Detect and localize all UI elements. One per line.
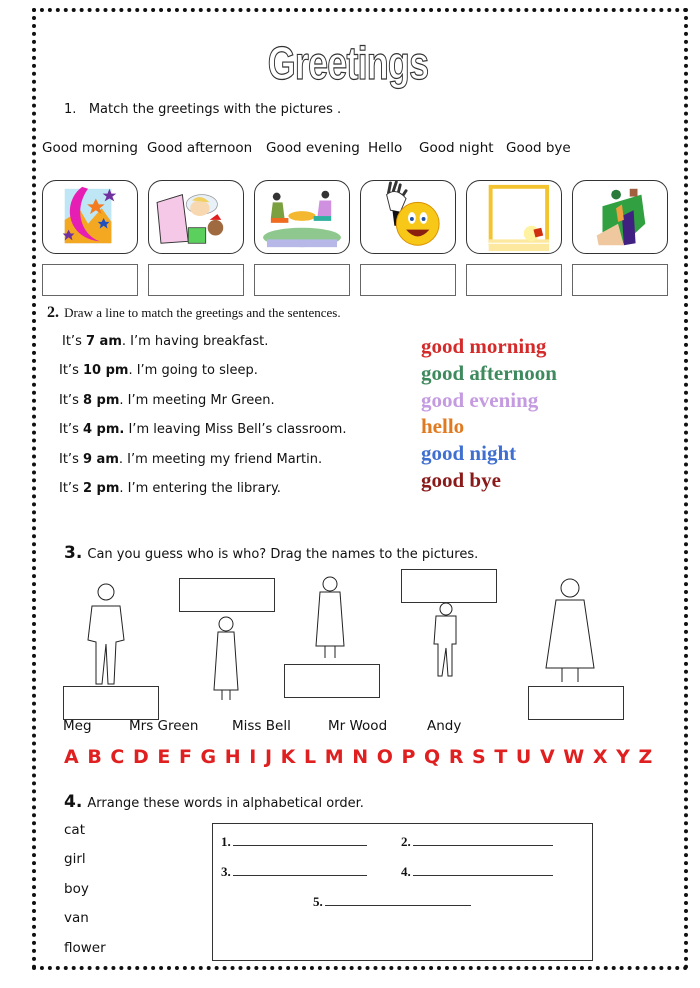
section1-number: 1.	[64, 102, 77, 117]
greeting-hello[interactable]: hello	[421, 414, 465, 438]
man-figure	[82, 580, 132, 690]
sentence-3[interactable]: It’s 8 pm. I’m meeting Mr Green.	[59, 393, 275, 408]
answer-line-5[interactable]	[325, 894, 471, 906]
sentence-6[interactable]: It’s 2 pm. I’m entering the library.	[59, 481, 281, 496]
picture-card-3	[254, 180, 350, 254]
greeting-good-evening[interactable]: good evening	[421, 388, 539, 412]
picture-card-6	[572, 180, 668, 254]
greeting-good-night[interactable]: good night	[421, 441, 517, 465]
name-mr-wood[interactable]: Mr Wood	[328, 718, 388, 734]
sentence-5[interactable]: It’s 9 am. I’m meeting my friend Martin.	[59, 452, 323, 467]
section3-instruction	[64, 543, 478, 563]
women-at-table-icon	[255, 181, 349, 253]
alphabetical-order-box	[212, 823, 593, 961]
order-slot-3[interactable]: 3.	[221, 864, 367, 880]
word-boy: boy	[64, 881, 89, 897]
name-meg[interactable]: Meg	[63, 718, 92, 734]
answer-box-1[interactable]	[42, 264, 138, 296]
name-mrs-green[interactable]: Mrs Green	[129, 718, 199, 734]
word-good-afternoon[interactable]: Good afternoon	[147, 140, 253, 156]
name-drop-box-3[interactable]	[284, 664, 380, 698]
picture-card-1	[42, 180, 138, 254]
word-good-morning[interactable]: Good morning	[42, 140, 138, 156]
word-good-evening[interactable]: Good evening	[266, 140, 360, 156]
name-miss-bell[interactable]: Miss Bell	[232, 718, 291, 734]
answer-line-4[interactable]	[413, 864, 553, 876]
greeting-good-morning[interactable]: good morning	[421, 334, 547, 358]
boy-figure	[428, 600, 462, 680]
order-slot-2[interactable]: 2.	[401, 834, 553, 850]
section2-number: 2.	[47, 304, 59, 321]
word-van: van	[64, 910, 89, 926]
girl-figure	[206, 614, 246, 704]
lady-figure	[540, 574, 600, 686]
answer-box-5[interactable]	[466, 264, 562, 296]
sentence-2[interactable]: It’s 10 pm. I’m going to sleep.	[59, 363, 258, 378]
word-good-night[interactable]: Good night	[419, 140, 494, 156]
alphabet-row: A B C D E F G H I J K L M N O P Q R S T U V W X Y Z	[64, 746, 653, 768]
moon-stars-icon	[43, 181, 137, 253]
old-woman-figure	[310, 574, 350, 664]
greeting-good-afternoon[interactable]: good afternoon	[421, 361, 557, 385]
waving-smiley-icon	[361, 181, 455, 253]
section1-instruction	[64, 102, 341, 117]
section3-number: 3.	[64, 543, 83, 563]
answer-box-4[interactable]	[360, 264, 456, 296]
word-hello[interactable]: Hello	[368, 140, 403, 156]
section3-text: Can you guess who is who? Drag the names to the pictures.	[87, 547, 479, 562]
name-drop-box-2[interactable]	[401, 569, 497, 603]
answer-box-2[interactable]	[148, 264, 244, 296]
sentence-1[interactable]: It’s 7 am. I’m having breakfast.	[62, 334, 269, 349]
sentence-4[interactable]: It’s 4 pm. I’m leaving Miss Bell’s classroom.	[59, 422, 347, 437]
child-sleeping-icon	[149, 181, 243, 253]
section4-number: 4.	[64, 792, 83, 812]
word-girl: girl	[64, 851, 86, 867]
order-slot-4[interactable]: 4.	[401, 864, 553, 880]
order-slot-5[interactable]: 5.	[313, 894, 471, 910]
window-sunrise-rooster-icon	[467, 181, 561, 253]
word-good-bye[interactable]: Good bye	[506, 140, 571, 156]
page-title: Greetings	[267, 37, 429, 89]
word-flower: flower	[64, 940, 106, 956]
picture-card-2	[148, 180, 244, 254]
answer-box-3[interactable]	[254, 264, 350, 296]
name-drop-box-5[interactable]	[528, 686, 624, 720]
section2-text: Draw a line to match the greetings and the sentences.	[64, 305, 341, 320]
order-slot-1[interactable]: 1.	[221, 834, 367, 850]
section4-instruction	[64, 792, 364, 812]
section2-instruction	[47, 302, 341, 322]
picture-card-5	[466, 180, 562, 254]
greeting-good-bye[interactable]: good bye	[421, 468, 501, 492]
name-drop-box-1[interactable]	[179, 578, 275, 612]
section4-text: Arrange these words in alphabetical order.	[87, 796, 364, 811]
answer-line-3[interactable]	[233, 864, 367, 876]
answer-line-1[interactable]	[233, 834, 367, 846]
picture-card-4	[360, 180, 456, 254]
name-andy[interactable]: Andy	[427, 718, 462, 734]
section1-text: Match the greetings with the pictures .	[88, 102, 342, 117]
people-waving-goodbye-icon	[573, 181, 667, 253]
answer-line-2[interactable]	[413, 834, 553, 846]
answer-box-6[interactable]	[572, 264, 668, 296]
name-drop-box-4[interactable]	[63, 686, 159, 720]
word-cat: cat	[64, 822, 85, 838]
